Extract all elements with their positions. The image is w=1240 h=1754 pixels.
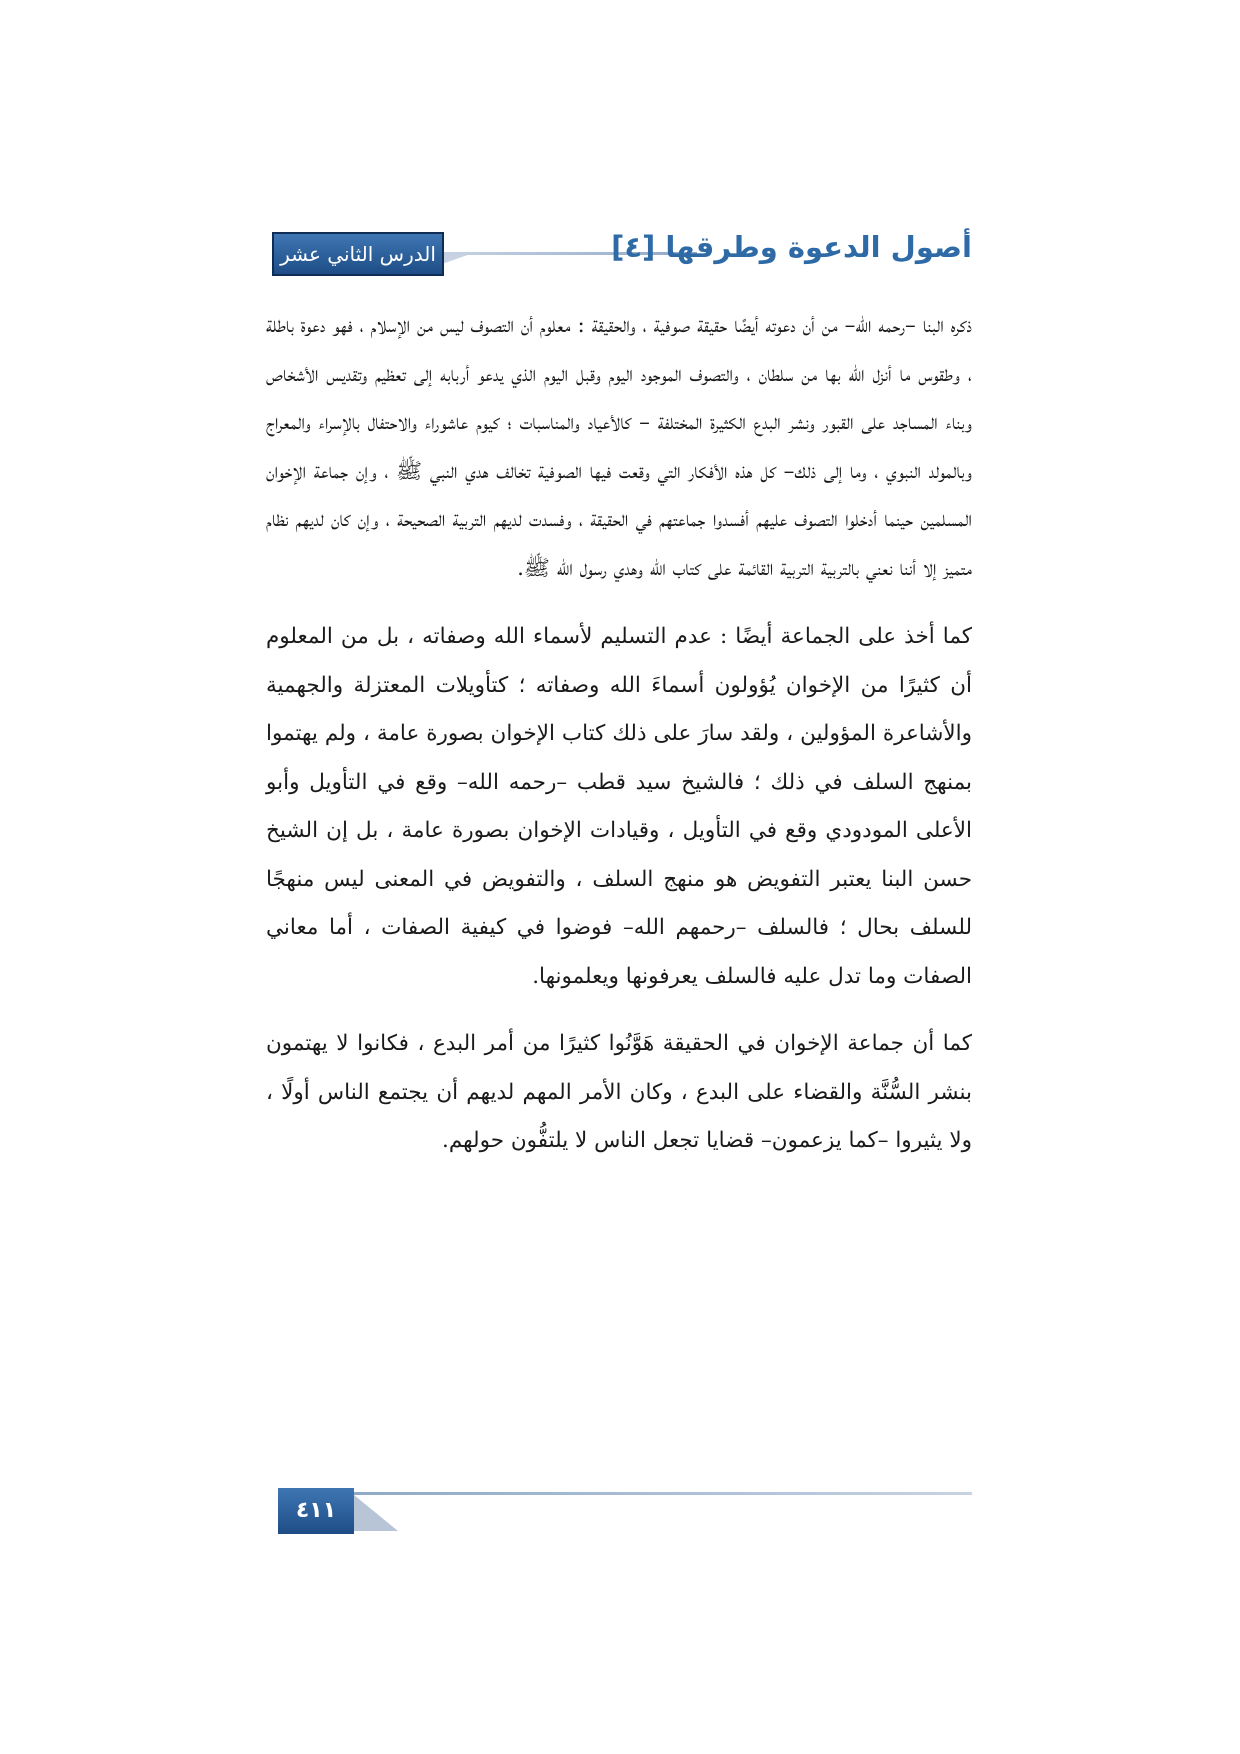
footer-divider [354,1492,972,1495]
main-text [266,302,972,1186]
book-title: أصول الدعوة وطرقها [٤] [611,230,972,264]
paragraph-2: كما أخذ على الجماعة أيضًا : عدم التسليم لأسماء الله وصفاته ، بل من المعلوم أن كثيرًا من الإخوان يُؤولون أسماءَ الله وصفاته ؛ كتأويلات المعتزلة والجهمية والأشاعرة المؤولين ، ولقد سارَ على ذلك كتاب الإخوان بصورة عامة ، ولم يهتموا بمنهج السلف في ذلك ؛ فالشيخ سيد قطب –رحمه الله– وقع في التأويل وأبو الأعلى المودودي وقع في التأويل ، وقيادات الإخوان بصورة عامة ، بل إن الشيخ حسن البنا يعتبر التفويض هو منهج السلف ، والتفويض في المعنى ليس منهجًا للسلف بحال ؛ فالسلف –رحمهم الله– فوضوا في كيفية الصفات ، أما معاني الصفات وما تدل عليه فالسلف يعرفونها ويعلمونها. [266,624,972,989]
paragraph-3: كما أن جماعة الإخوان في الحقيقة هَوَّنُوا كثيرًا من أمر البدع ، فكانوا لا يهتمون بنشر السُّنَّة والقضاء على البدع ، وكان الأمر المهم لديهم أن يجتمع الناس أولًا ، ولا يثيروا –كما يزعمون– قضايا تجعل الناس لا يلتفُّون حولهم. [266,1031,972,1153]
paragraph-1: ذكره البنا –رحمه الله– من أن دعوته أيضًا حقيقة صوفية ، والحقيقة : معلوم أن التصوف ليس من الإسلام ، فهو دعوة باطلة ، وطقوس ما أنزل الله بها من سلطان ، والتصوف الموجود اليوم وقبل اليوم الذي يدعو أربابه إلى تعظيم وتقديس الأشخاص وبناء المساجد على القبور ونشر البدع الكثيرة المختلفة – كالأعياد والمناسبات ؛ كيوم عاشوراء والاحتفال بالإسراء والمعراج وبالمولد النبوي ، وما إلى ذلك– كل هذه الأفكار التي وقعت فيها الصوفية تخالف هدي النبي ﷺ ، وإن جماعة الإخوان المسلمين حينما أدخلوا التصوف عليهم أفسدوا جماعتهم في الحقيقة ، وفسدت لديهم التربية الصحيحة ، وإن كان لديهم نظام متميز إلا أننا نعني بالتربية التربية القائمة على كتاب الله وهدي رسول الله ﷺ. [266,313,972,581]
footer-decoration [354,1495,398,1531]
lesson-badge: الدرس الثاني عشر [272,232,444,276]
page-number: ٤١١ [278,1488,354,1534]
page-footer [278,1488,972,1538]
page-header [272,228,972,278]
